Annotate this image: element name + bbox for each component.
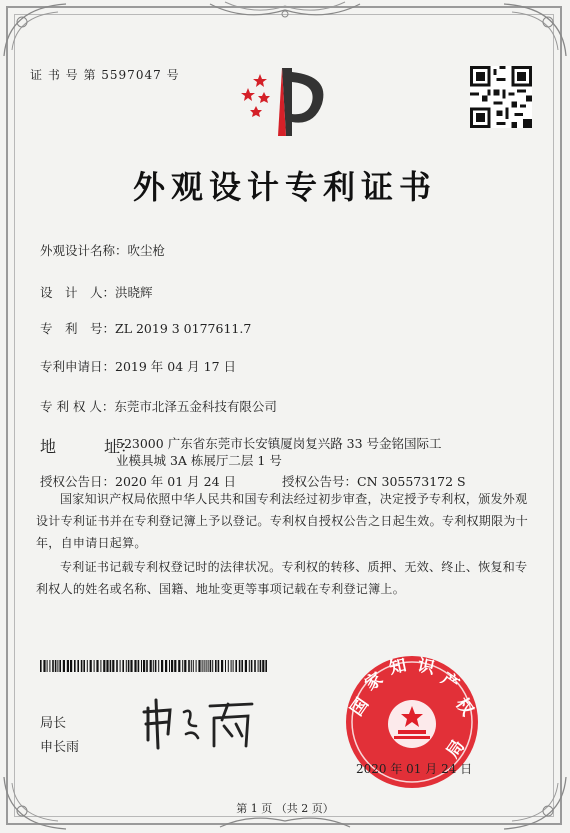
barcode-bar bbox=[215, 660, 217, 672]
barcode-bar bbox=[59, 660, 61, 672]
designer-label: 设 计 人： bbox=[40, 285, 116, 300]
barcode-bar bbox=[258, 660, 259, 672]
barcode-bar bbox=[77, 660, 79, 672]
patentee-value: 东莞市北泽五金科技有限公司 bbox=[114, 399, 277, 414]
director-title: 局长 bbox=[40, 716, 67, 731]
field-filing-date bbox=[40, 356, 236, 375]
barcode-bar bbox=[143, 660, 145, 672]
barcode-bar bbox=[87, 660, 88, 672]
barcode-bar bbox=[40, 660, 42, 672]
address-label: 地 址： bbox=[40, 437, 137, 456]
barcode-bar bbox=[208, 660, 209, 672]
barcode-bar bbox=[225, 660, 226, 672]
barcode-bar bbox=[96, 660, 98, 672]
page-title: 外观设计专利证书 bbox=[132, 168, 437, 206]
field-design-name bbox=[40, 240, 165, 259]
barcode-bar bbox=[188, 660, 190, 672]
cnipa-logo-icon bbox=[232, 60, 332, 140]
barcode-bar bbox=[138, 660, 140, 672]
barcode-bar bbox=[112, 660, 114, 672]
barcode-bar bbox=[245, 660, 247, 672]
svg-text:产: 产 bbox=[437, 668, 463, 695]
barcode-bar bbox=[231, 660, 232, 672]
filing-date-label: 专利申请日： bbox=[40, 359, 116, 374]
field-patent-no bbox=[40, 318, 251, 337]
barcode-bar bbox=[171, 660, 173, 672]
barcode-bar bbox=[191, 660, 192, 672]
barcode-bar bbox=[81, 660, 83, 672]
design-name-label: 外观设计名称： bbox=[40, 243, 128, 258]
barcode-bar bbox=[106, 660, 108, 672]
barcode-bar bbox=[74, 660, 76, 672]
barcode-bar bbox=[67, 660, 69, 672]
barcode-bar bbox=[182, 660, 183, 672]
svg-text:权: 权 bbox=[451, 694, 478, 720]
filing-date-value: 2019 年 04 月 17 日 bbox=[115, 359, 237, 374]
barcode-bar bbox=[100, 660, 101, 672]
barcode-bar bbox=[235, 660, 237, 672]
barcode-bar bbox=[116, 660, 118, 672]
barcode-bar bbox=[155, 660, 157, 672]
barcode-bar bbox=[146, 660, 148, 672]
barcode-bar bbox=[218, 660, 220, 672]
certificate-number-label: 证 书 号 第 bbox=[30, 68, 97, 82]
barcode-bar bbox=[262, 660, 264, 672]
barcode-bar bbox=[128, 660, 130, 672]
barcode-bar bbox=[174, 660, 176, 672]
qr-code bbox=[470, 66, 532, 128]
barcode-bar bbox=[90, 660, 92, 672]
barcode-bar bbox=[233, 660, 234, 672]
design-name-value: 吹尘枪 bbox=[127, 243, 166, 258]
barcode-bar bbox=[239, 660, 241, 672]
certificate-number bbox=[30, 66, 180, 83]
patent-no-label: 专 利 号： bbox=[40, 321, 116, 336]
barcode-bar bbox=[178, 660, 180, 672]
barcode-bar bbox=[212, 660, 213, 672]
barcode-bar bbox=[202, 660, 203, 672]
certificate-number-value: 5597047 bbox=[101, 68, 162, 82]
handwritten-signature bbox=[140, 690, 260, 750]
svg-text:家: 家 bbox=[361, 668, 387, 695]
barcode-bar bbox=[169, 660, 170, 672]
barcode-bar bbox=[130, 660, 132, 672]
page-number: 第 1 页 （共 2 页） bbox=[236, 802, 334, 815]
field-designer bbox=[40, 282, 153, 301]
barcode-bar bbox=[150, 660, 152, 672]
barcode-bar bbox=[254, 660, 256, 672]
barcode-bar bbox=[184, 660, 186, 672]
top-ornament bbox=[205, 0, 365, 24]
grant-no-label: 授权公告号： bbox=[282, 474, 358, 489]
barcode-bar bbox=[57, 660, 58, 672]
svg-text:局: 局 bbox=[442, 736, 469, 762]
address-line-1: 523000 广东省东莞市长安镇厦岗复兴路 33 号金铭国际工 bbox=[116, 436, 442, 451]
barcode-bar bbox=[153, 660, 154, 672]
barcode-bar bbox=[221, 660, 223, 672]
barcode-bar bbox=[196, 660, 197, 672]
barcode-bar bbox=[43, 660, 45, 672]
barcode-bar bbox=[83, 660, 85, 672]
barcode-bar bbox=[63, 660, 65, 672]
certificate-number-suffix: 号 bbox=[166, 68, 180, 82]
designer-value: 洪晓辉 bbox=[115, 285, 153, 300]
barcode-bar bbox=[126, 660, 127, 672]
barcode-bar bbox=[49, 660, 50, 672]
patentee-label: 专 利 权 人： bbox=[40, 399, 115, 414]
corner-ornament-tr bbox=[500, 0, 570, 60]
barcode-bar bbox=[165, 660, 167, 672]
body-paragraph-1: 国家知识产权局依照中华人民共和国专利法经过初步审查，决定授予专利权，颁发外观设计专利证书并在专利登记簿上予以登记。专利权自授权公告之日起生效。专利权期限为十年，自申请日起算。 bbox=[36, 492, 529, 550]
barcode-bar bbox=[158, 660, 159, 672]
director-name: 申长雨 bbox=[40, 740, 80, 755]
barcode-bar bbox=[193, 660, 194, 672]
barcode-bar bbox=[241, 660, 243, 672]
grant-date-value: 2020 年 01 月 24 日 bbox=[115, 474, 237, 489]
barcode-bar bbox=[47, 660, 48, 672]
barcode-bar bbox=[120, 660, 121, 672]
barcode-bar bbox=[103, 660, 105, 672]
barcode-bar bbox=[249, 660, 250, 672]
svg-text:国: 国 bbox=[346, 694, 373, 720]
barcode-bar bbox=[251, 660, 253, 672]
barcode-bar bbox=[52, 660, 54, 672]
barcode-bar bbox=[228, 660, 229, 672]
corner-ornament-tl bbox=[0, 0, 70, 60]
barcode-bar bbox=[198, 660, 200, 672]
barcode-bar bbox=[141, 660, 142, 672]
barcode-bar bbox=[122, 660, 124, 672]
barcode-bar bbox=[110, 660, 112, 672]
barcode-bar bbox=[206, 660, 207, 672]
barcode-bar bbox=[204, 660, 205, 672]
barcode-bar bbox=[134, 660, 136, 672]
barcode-bar bbox=[265, 660, 267, 672]
field-patentee bbox=[40, 396, 277, 415]
svg-text:知: 知 bbox=[387, 655, 409, 679]
barcode-bar bbox=[210, 660, 212, 672]
grant-date-label: 授权公告日： bbox=[40, 474, 116, 489]
seal-date: 2020 年 01 月 24 日 bbox=[356, 762, 473, 776]
svg-text:识: 识 bbox=[415, 655, 437, 679]
barcode-bar bbox=[161, 660, 163, 672]
barcode-bar bbox=[94, 660, 95, 672]
barcode-bar bbox=[70, 660, 72, 672]
barcode-bar bbox=[260, 660, 262, 672]
grant-no-value: CN 305573172 S bbox=[357, 474, 466, 489]
barcode-bar bbox=[55, 660, 57, 672]
body-paragraph-2: 专利证书记载专利权登记时的法律状况。专利权的转移、质押、无效、终止、恢复和专利权人的姓名或名称、国籍、地址变更等事项记载在专利登记簿上。 bbox=[36, 560, 528, 596]
patent-no-value: ZL 2019 3 0177611.7 bbox=[115, 321, 252, 336]
barcode bbox=[40, 660, 270, 672]
address-line-2: 业模具城 3A 栋展厅二层 1 号 bbox=[116, 453, 282, 468]
